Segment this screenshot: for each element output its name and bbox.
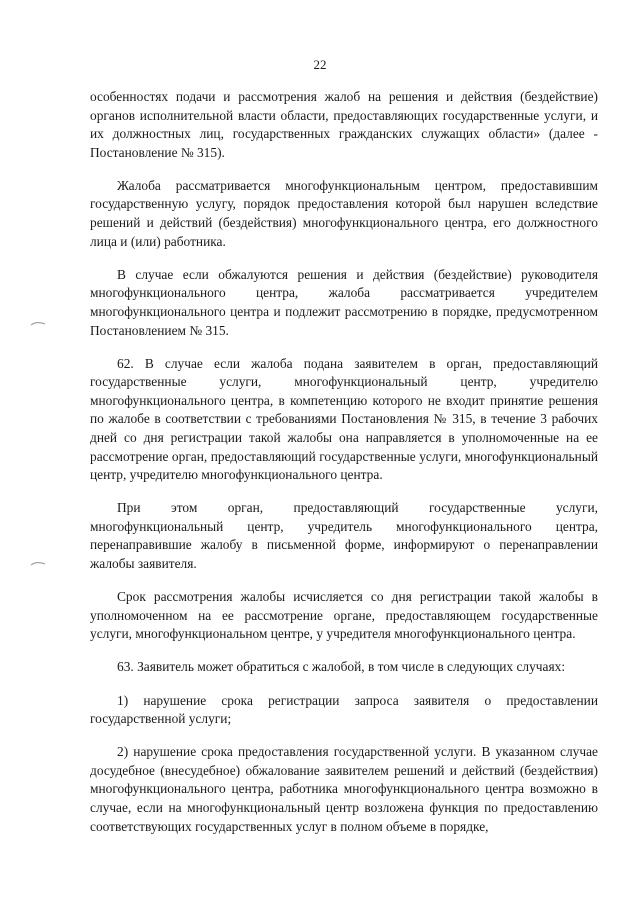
paragraph-item-62: 62. В случае если жалоба подана заявителем в орган, предоставляющий государственные услуги, многофункциональный центр, учредителю многофункционального центра, в компетенцию которого не входит принятие решения по жалобе в соответствии с требованиями Постановления № 315, в течение 3 рабочих дней со дня регистрации такой жалобы она направляется в уполномоченные на ее рассмотрение орган, предоставляющий государственные услуги, многофункциональный центр, учредителю многофункционального центра. [90,355,598,483]
paragraph-item-63: 63. Заявитель может обратиться с жалобой, в том числе в следующих случаях: [117,659,566,675]
paragraph-continuation: особенностях подачи и рассмотрения жалоб на решения и действия (бездействие) органов исполнительной власти области, предоставляющих государственные услуги, и их должностных лиц, государственных гражданских служащих области» (далее - Постановление № 315). [90,89,598,160]
document-body [90,88,598,851]
page-number: 22 [313,57,327,72]
list-item: 2) нарушение срока предоставления государственной услуги. В указанном случае досудебное (внесудебное) обжалование заявителем решений и действий (бездействия) многофункционального центра, работника многофункционального центра возможно в случае, если на многофункциональный центр возложена функция по предоставлению соответствующих государственных услуг в полном объеме в порядке, [90,744,598,834]
margin-ink-mark [30,561,46,567]
paragraph: При этом орган, предоставляющий государственные услуги, многофункциональный центр, учредитель многофункционального центра, перенаправившие жалобу в письменной форме, информируют о перенаправлении жалобы заявителя. [90,500,598,572]
paragraph: Жалоба рассматривается многофункциональным центром, предоставившим государственную услугу, порядок предоставления которой был нарушен вследствие решений и действий (бездействия) многофункционального центра, его должностного лица и (или) работника. [90,177,598,249]
paragraph: Срок рассмотрения жалобы исчисляется со дня регистрации такой жалобы в уполномоченном на ее рассмотрение органе, предоставляющем государственные услуги, многофункциональном центре, у учредителя многофункционального центра. [90,589,598,642]
list-item: 1) нарушение срока регистрации запроса заявителя о предоставлении государственной услуги; [90,692,598,727]
paragraph: В случае если обжалуются решения и действия (бездействие) руководителя многофункционального центра, жалоба рассматривается учредителем многофункционального центра и подлежит рассмотрению в порядке, предусмотренном Постановлением № 315. [90,266,598,338]
margin-ink-mark [30,321,46,327]
